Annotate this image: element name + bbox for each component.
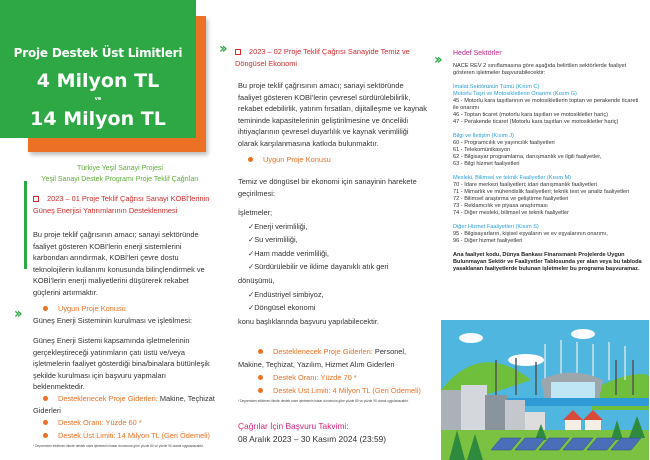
double-chevron-icon: ›› [434,52,440,68]
project-subtitle [20,163,220,185]
bullet-icon [43,306,48,311]
bullet-icon [258,388,263,393]
sector-heading: Diğer Hizmet Faaliyetleri (Kısım S) [453,224,539,230]
sector-item: 46 - Toptan ticaret (motorlu kara taşıtları ve motosikletler hariç) [453,112,609,118]
topic-label: Uygun Proje Konusu [58,304,126,313]
sector-item: 60 - Programcılık ve yayıncılık faaliyetleri [453,140,555,146]
checklist-item-wrap: dönüşümü, [238,275,275,285]
banner-amount-2: 14 Milyon TL [30,108,166,130]
call-1-topic [33,303,218,326]
bullet-icon [258,375,263,380]
project-name: Türkiye Yeşil Sanayi Projesi [77,165,163,172]
bullet-icon [43,396,48,401]
target-sectors [453,49,643,273]
checklist-item: ✓Döngüsel ekonomi [248,303,316,313]
expenses-value: Makine, Teçhizat Giderleri [33,394,215,415]
calendar-title: Çağrılar İçin Başvuru Takvimi: [238,421,349,431]
closing-text: konu başlıklarında başvuru yapılabilecektir. [238,316,379,326]
sectors-note: Ana faaliyet kodu, Dünya Bankası Finansmanlı Projelerde Uygun Bulunmayan Sektör ve Faaliyetler Tablosunda yer alan veya bu tabloda yasaklanan faaliyetlerde bulunan işletmeler bu programa başvuramaz. [453,252,642,272]
topic-value: Güneş Enerji Sisteminin kurulması ve işletilmesi: [33,315,192,325]
sector-item: 72 - Bilimsel araştırma ve geliştirme faaliyetleri [453,196,569,202]
call-1-description: Bu proje teklif çağrısının amacı; sanayi sektöründe faaliyet gösteren KOBİ'lerin enerji sistemlerini karbondan arındırmak, KOBİ'leri çevre dostu teknolojilerin kullanımı konusunda bilinçlendirmek ve KOBİ'lerin enerji maliyetlerini düşürerek rekabet güçlerini artırmaktır. [33,230,205,297]
sector-item: 95 - Bilgisayarların, kişisel eşyaların ve ev eşyalarının onarımı, [453,231,608,237]
sector-item: 63 - Bilgi hizmet faaliyetleri [453,161,520,167]
support-rate: Destek Oranı: Yüzde 60 * [58,418,142,427]
bullet-icon [258,349,263,354]
banner-title: Proje Destek Üst Limitleri [13,46,183,60]
sector-item: 74 - Diğer mesleki, bilimsel ve teknik faaliyetler [453,210,569,216]
green-energy-illustration [441,320,649,460]
call-2-topic: Uygun Proje Konusu [238,154,428,166]
sector-item: 96 - Diğer hizmet faaliyetleri [453,238,523,244]
support-limit: Destek Üst Limiti: 14 Milyon TL (Geri Ödemeli) [58,430,210,440]
checklist-item: ✓Ham madde verimliliği, [248,248,329,258]
sector-item: 45 - Motorlu kara taşıtlarının ve motosikletlerin toptan ve perakende ticareti ile onarımı [453,98,639,111]
call-2-topic-body [238,176,428,328]
bullet-icon [43,433,48,438]
sector-heading: İmalat Sektörünün Tümü (Kısım C) [453,84,540,90]
call-1-title: 2023 – 01 Proje Teklif Çağrısı Sanayi KOBİ'lerinin Güneş Enerjisi Yatırımlarının Desteklenmesi [33,194,210,215]
calendar-dates: 08 Aralık 2023 – 30 Kasım 2024 (23:59) [238,434,387,444]
footnote: * Depremden etkilenen illerde destek oranı işletmenin hasar durumuna göre yüzde 80 ve yüzde 90 olarak uygulanacaktır. [33,444,204,448]
call-2-description: Bu proje teklif çağrısının amacı; sanayi sektöründe faaliyet gösteren KOBİ'lerin çevresel sürdürülebilirlik, rekabet edebilirlik, yatırım fırsatları, dijitalleşme ve kaynak temininde kapasitelerinin geliştirilmesine ve öncelikli ihtiyaçlarının çevresel duyarlılık ve kaynak verimliliği olarak karşılanmasına katkıda bulunmaktır. [238,81,427,148]
sector-item: 70 - İdare merkezi faaliyetleri; idari danışmanlık faaliyetleri [453,182,597,188]
sector-item: 61 - Telekomünikasyon [453,147,511,153]
application-calendar [238,420,428,446]
support-limits-banner [0,0,196,138]
topic-intro: Temiz ve döngüsel bir ekonomi için sanayinin harekete geçirilmesi: [238,177,417,198]
call-2-title: 2023 – 02 Proje Teklif Çağrısı Sanayide Temiz ve Döngüsel Ekonomi [235,47,410,68]
sectors-title: Hedef Sektörler [453,50,502,57]
sector-heading: Mesleki, Bilimsel ve teknik Faaliyetler (Kısım M) [453,175,572,181]
checklist-item: ✓Sürdürülebilir ve iklime dayanıklı atık geri [248,262,389,272]
checkbox-square-icon [33,196,39,202]
banner-amount-1: 4 Milyon TL [36,70,160,92]
call-2-support-items: Desteklenecek Proje Giderleri: Personel, Makine, Teçhizat, Yazılım, Hizmet Alım Giderleri Destek Oranı: Yüzde 70 * Destek Üst Limiti: 4 Milyon TL (Geri Ödemeli) * Depremden etkilenen illerde destek oranı işletmenin hasar durumuna göre yüzde 80 ve yüzde 90 olarak uygulanacaktır. [238,345,438,404]
checkbox-square-icon [235,49,241,55]
sector-item: 71 - Mimarlık ve mühendislik faaliyetleri; teknik test ve analiz faaliyetleri [453,189,630,195]
checklist-item: ✓Endüstriyel simbiyoz, [248,289,324,299]
call-1-topic-detail: Güneş Enerji Sistemi kapsamında işletmelerinin gerçekleştireceği yatırımların çatı üstü ve/veya işletmelerin faaliyet gösterdiği bina/binalara bütünleşik şekilde kurulması için başvuru yapmaları beklenmektedir. [33,336,210,391]
sector-item: 73 - Reklamcılık ve piyasa araştırması [453,203,548,209]
double-chevron-icon: ›› [219,41,225,57]
sector-heading: Motorlu Taşıt ve Motosikletlerin Onarımı (Kısım G) [453,91,577,97]
double-chevron-icon: ›› [14,306,20,322]
bullet-icon [248,157,253,162]
footnote: * Depremden etkilenen illerde destek oranı işletmenin hasar durumuna göre yüzde 80 ve yüzde 90 olarak uygulanacaktır. [238,399,409,403]
checklist-item: ✓Su verimliliği, [248,235,298,245]
sectors-intro: NACE REV 2 sınıflamasına göre aşağıda belirtilen sektörlerde faaliyet gösteren işletmeler başvurabilecektir: [453,63,627,76]
support-rate: Destek Oranı: Yüzde 70 * [273,373,357,382]
banner-conjunction: ve [94,96,102,102]
sector-item: 47 - Perakende ticaret (Motorlu kara taşıtları ve motosikletler hariç) [453,119,619,125]
call-1-support-items [33,393,223,449]
sector-heading: Bilgi ve İletişim (Kısım J) [453,133,514,139]
bullet-icon [43,420,48,425]
businesses-label: İşletmeler; [238,208,273,217]
support-limit: Destek Üst Limiti: 4 Milyon TL (Geri Ödemeli) [273,386,421,395]
green-vertical-bar [24,181,27,269]
sector-item: 62 - Bilgisayar programlama, danışmanlık ve ilgili faaliyetler, [453,154,602,160]
landscape-icon [441,320,649,460]
program-name: Yeşil Sanayi Destek Programı Proje Teklif Çağrıları [41,176,199,183]
checklist-item: ✓Enerji verimliliği, [248,221,308,231]
expenses-label: Desteklenecek Proje Giderleri: [58,394,158,403]
